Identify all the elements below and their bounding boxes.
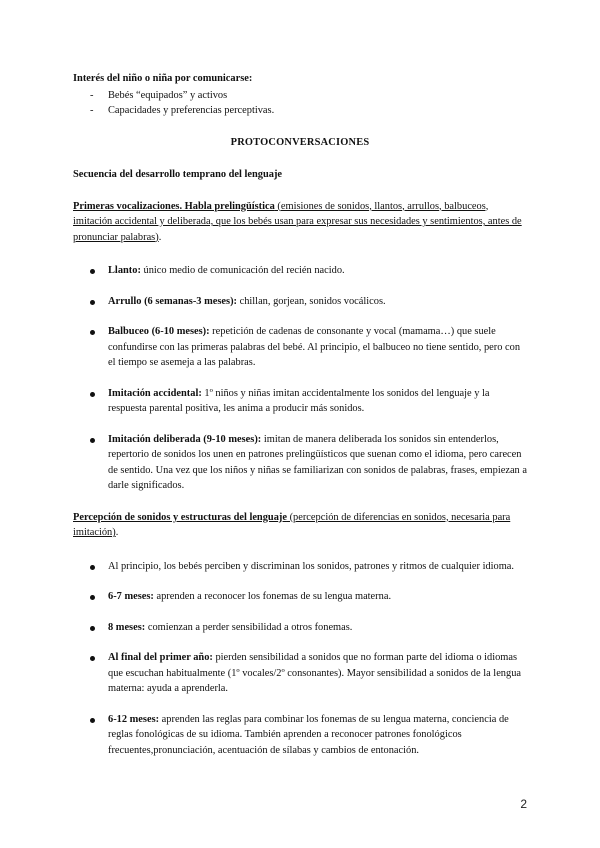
list-item: [73, 386, 527, 417]
section2-list: [73, 559, 527, 759]
item-text: único medio de comunicación del recién nacido.: [140, 265, 345, 276]
list-item: [73, 712, 527, 759]
item-term: Balbuceo (6-10 meses):: [108, 326, 210, 337]
item-term: Imitación deliberada (9-10 meses):: [108, 433, 262, 445]
section1-description: (emisiones de sonidos, llantos, arrullos, balbuceos, imitación accidental y deliberada, que los bebés usan para expresar sus necesidades y sentimientos, antes de pronunciar palabras): [73, 200, 522, 243]
intro-list: [73, 88, 527, 119]
item-text: imitan de manera deliberada los sonidos sin entenderlos, repertorio de sonidos los unen en patrones prelingüísticos que suenan como el idioma, pero carecen de sentido. Una vez que los niños y niñas se familiarizan con sonidos de palabras, frases, empiezan a darle significados.: [108, 433, 527, 491]
item-text: Al principio, los bebés perciben y discriminan los sonidos, patrones y ritmos de cualquier idioma.: [108, 560, 515, 572]
item-term: Llanto:: [108, 265, 141, 276]
section2-header: [73, 510, 527, 541]
item-term: Arrullo (6 semanas-3 meses):: [108, 295, 237, 307]
page-title: PROTOCONVERSACIONES: [230, 136, 370, 148]
section2-description: (percepción de diferencias en sonidos, necesaria para imitación): [73, 511, 511, 538]
intro-heading: Interés del niño o niña por comunicarse:: [73, 73, 253, 84]
item-text: repetición de cadenas de consonante y vocal (mamama…) que suele confundirse con las primeras palabras del bebé. Al principio, el balbuceo no tiene sentido, pero con el tiempo se asemeja a las palabras.: [108, 326, 521, 368]
list-item: [73, 432, 527, 494]
item-term: 8 meses:: [108, 621, 146, 633]
list-item: [73, 263, 527, 279]
list-item: [73, 324, 527, 371]
section1-end: .: [158, 231, 162, 243]
section2-heading: Percepción de sonidos y estructuras del lenguaje: [73, 511, 287, 523]
list-item: [73, 589, 527, 605]
list-item: - Bebés “equipados” y activos: [73, 88, 527, 104]
section2-end: .: [115, 527, 119, 538]
item-text: chillan, gorjean, sonidos vocálicos.: [237, 295, 386, 307]
list-item: - Capacidades y preferencias perceptivas.: [73, 103, 527, 119]
item-text: 1º niños y niñas imitan accidentalmente los sonidos del lenguaje y la respuesta parental positiva, les anima a producir más sonidos.: [108, 387, 490, 414]
list-item: [73, 294, 527, 310]
list-item: [73, 620, 527, 636]
item-term: Imitación accidental:: [108, 387, 202, 399]
item-text: aprenden las reglas para combinar los fonemas de su lengua materna, conciencia de reglas fonológicas de su idioma. También aprenden a reconocer patrones fonológicos frecuentes,pronunciación, acentuación de sílabas y cambios de entonación.: [108, 713, 509, 756]
item-term: 6-7 meses:: [108, 591, 154, 602]
page-number: 2: [520, 797, 527, 811]
document-page: [73, 71, 527, 773]
list-item: [73, 650, 527, 697]
section1-list: [73, 263, 527, 494]
item-text: aprenden a reconocer los fonemas de su lengua materna.: [153, 591, 392, 602]
item-term: Al final del primer año:: [108, 652, 213, 663]
section1-header: [73, 199, 527, 246]
item-text: comienzan a perder sensibilidad a otros fonemas.: [145, 621, 353, 633]
list-item: [73, 559, 527, 575]
item-text: pierden sensibilidad a sonidos que no forman parte del idioma o idiomas que escuchan habitualmente (1º vocales/2º consonantes). Mayor sensibilidad a sonidos de la lengua materna: ayuda a aprenderla.: [108, 652, 522, 694]
item-term: 6-12 meses:: [108, 713, 160, 725]
section-subtitle: Secuencia del desarrollo temprano del lenguaje: [73, 169, 283, 180]
section1-heading: Primeras vocalizaciones. Habla prelingüística: [73, 200, 275, 212]
